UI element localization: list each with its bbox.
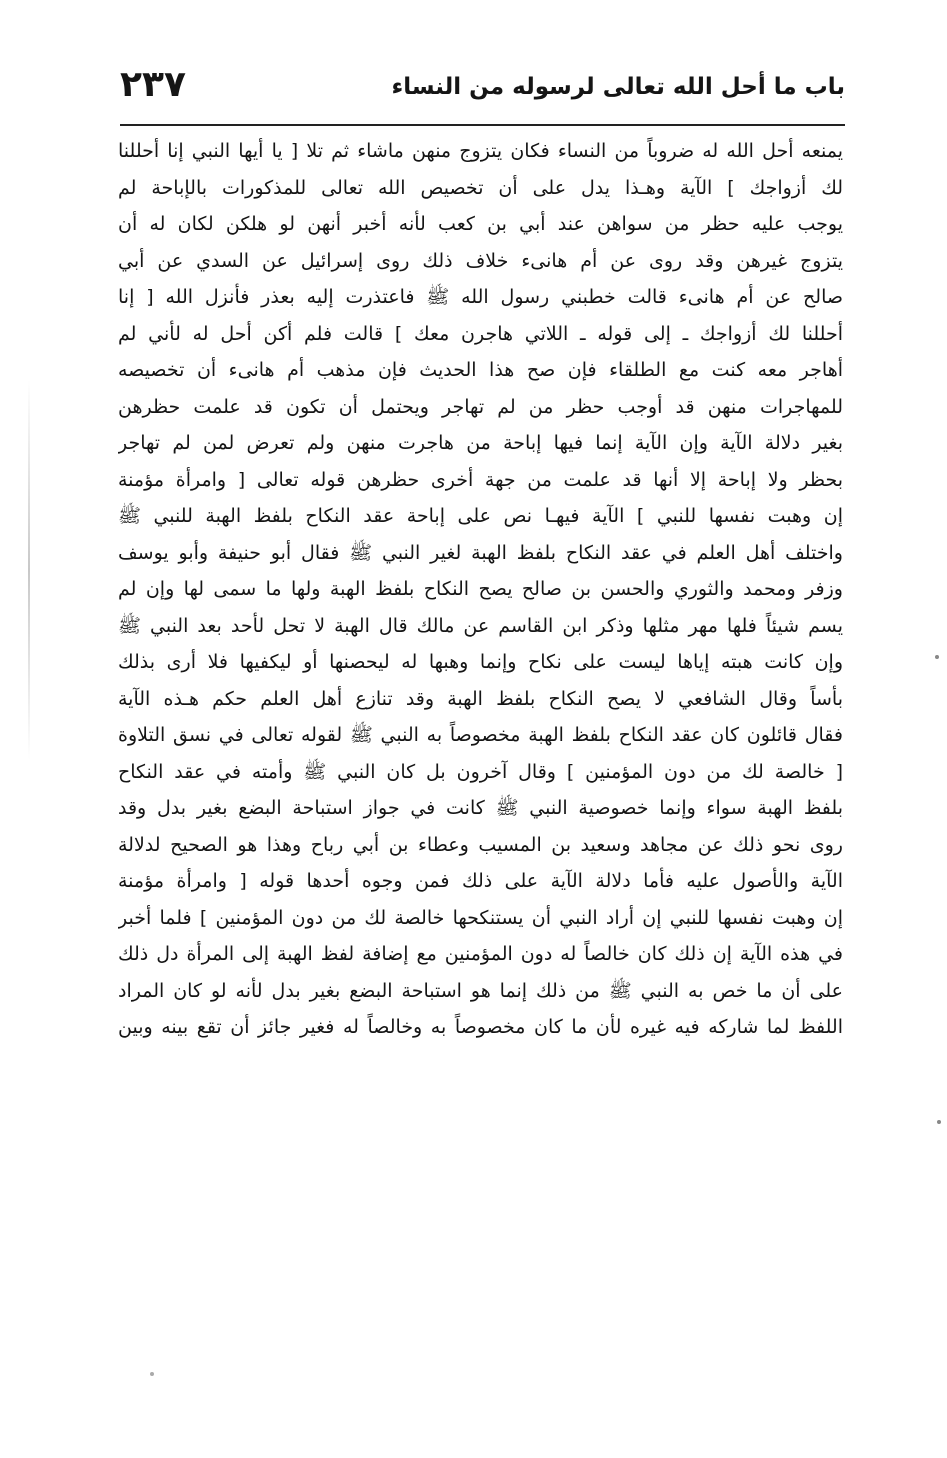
chapter-title: باب ما أحل الله تعالى لرسوله من النساء [391,74,845,100]
body-text [118,133,843,1273]
binding-shadow [28,380,30,760]
margin-speck [150,1372,154,1376]
text-line: وإن كانت هبته إياها ليست على نكاح وإنما وهبها له ليحصنها أو ليكفيها فلا أرى بذلك [118,651,843,673]
text-line: واختلف أهل العلم في عقد النكاح بلفظ الهبة لغير النبي ﷺ فقال أبو حنيفة وأبو يوسف [118,541,843,564]
text-line: لك أزواجك ] الآية وهـذا يدل على أن تخصيص الله تعالى للمذكورات بالإباحة لم [118,176,843,199]
text-line: للمهاجرات منهن قد أوجب حظر من لم تهاجر ويحتمل أن تكون قد علمت حظرهن [118,395,843,418]
text-line: في هذه الآية إن ذلك كان خالصاً له دون المؤمنين مع إضافة لفظ الهبة إلى المرأة دل ذلك [118,943,843,965]
text-line: اللفظ لما شاركه فيه غيره لأن ما كان مخصوصاً به وخالصاً له فغير جائز أن تقع بينه وبين [118,1016,843,1038]
text-line: أحللنا لك أزواجك ـ إلى قوله ـ اللاتي هاجرن معك ] قالت فلم أكن أحل له لأني لم [118,322,843,345]
text-line: على أن ما خص به النبي ﷺ من ذلك إنما هو استباحة البضع بغير بدل لأنه لو كان المراد [118,979,843,1002]
header-rule [120,124,845,126]
text-line: بأساً وقال الشافعي لا يصح النكاح بلفظ الهبة وقد تنازع أهل العلم حكم هـذه الآية [118,687,843,710]
text-line: [ خالصة لك من دون المؤمنين ] وقال آخرون بل كان النبي ﷺ وأمته في عقد النكاح [118,760,843,783]
text-line: يمنعه أحل الله له ضروباً من النساء فكان يتزوج منهن ماشاء ثم تلا [ يا أيها النبي إنا أحللنا [118,140,843,162]
text-line: إن وهبت نفسها للنبي إن أراد النبي أن يستنكحها خالصة لك من دون المؤمنين ] فلما أخبر [118,906,843,929]
page-number: ٢٣٧ [120,64,186,105]
text-line: بلفظ الهبة سواء وإنما خصوصية النبي ﷺ كانت في جواز استباحة البضع بغير بدل وقد [118,797,843,819]
text-line: بغير دلالة الآية وإن الآية إنما فيها إباحة من هاجرت منهن ولم تعرض لمن لم تهاجر [118,432,843,454]
text-line: يسم شيئاً فلها مهر مثلها وذكر ابن القاسم عن مالك قال الهبة لا تحل لأحد بعد النبي ﷺ [118,614,843,637]
margin-speck [935,655,939,659]
text-line: روى نحو ذلك عن مجاهد وسعيد بن المسيب وعطاء بن أبي رباح وهذا هو الصحيح لدلالة [118,833,843,856]
text-line: بحظر ولا إباحة إلا أنها قد علمت من جهة أخرى حظرهن قوله تعالى [ وامرأة مؤمنة [118,468,843,491]
text-line: أهاجر معه كنت مع الطلقاء فإن صح هذا الحديث فإن مذهب أم هانىء أن تخصيصه [118,359,843,381]
text-line: الآية والأصول عليه فأما دلالة الآية على ذلك فمن وجوه أحدها قوله [ وامرأة مؤمنة [118,870,843,892]
text-line: صالح عن أم هانىء قالت خطبني رسول الله ﷺ فاعتذرت إليه بعذر فأنزل الله [ إنا [118,286,843,308]
running-header [120,58,845,120]
text-line: وزفر ومحمد والثوري والحسن بن صالح يصح النكاح بلفظ الهبة ولها ما سمى لها وإن لم [118,578,843,600]
text-line: إن وهبت نفسها للنبي ] الآية فيهـا نص على إباحة عقد النكاح بلفظ الهبة للنبي ﷺ [118,505,843,527]
text-line: يتزوج غيرهن وقد روى عن أم هانىء خلاف ذلك روى إسرائيل عن السدي عن أبي [118,249,843,272]
margin-speck [937,1120,941,1124]
text-line: فقال قائلون كان عقد النكاح بلفظ الهبة مخصوصاً به النبي ﷺ لقوله تعالى في نسق التلاوة [118,724,843,746]
text-line: يوجب عليه حظر من سواهن عند أبي بن كعب لأنه أخبر أنهن لو هلكن لكان له أن [118,213,843,235]
